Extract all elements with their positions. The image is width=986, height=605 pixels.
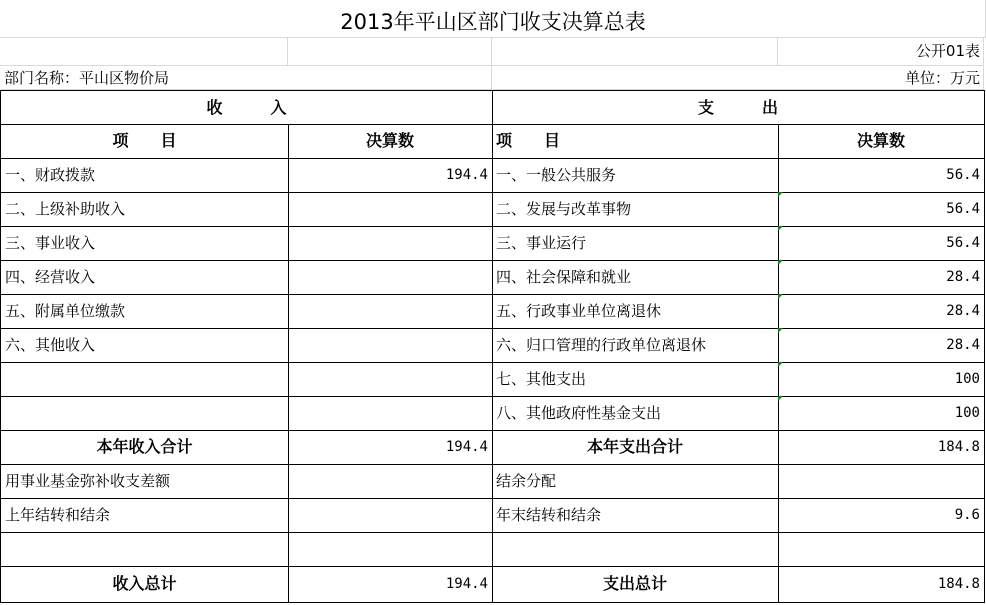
- expense-extra-label[interactable]: [492, 532, 779, 567]
- department-name: 部门名称：平山区物价局: [4, 69, 170, 87]
- expense-item-label[interactable]: 五、行政事业单位离退休: [492, 294, 779, 329]
- expense-grand-total-value[interactable]: 184.8: [778, 566, 985, 603]
- grid-row-blank: [288, 38, 492, 66]
- income-item-value[interactable]: [288, 192, 493, 227]
- income-extra-label[interactable]: [0, 532, 289, 567]
- income-item-value[interactable]: [288, 362, 493, 397]
- income-amount-header[interactable]: 决算数: [288, 124, 493, 159]
- income-header[interactable]: 收 入: [0, 90, 493, 125]
- expense-item-label[interactable]: 七、其他支出: [492, 362, 779, 397]
- grid-row-blank: [492, 38, 778, 66]
- expense-item-value[interactable]: 56.4: [778, 192, 985, 227]
- year-expense-total-value[interactable]: 184.8: [778, 430, 985, 465]
- expense-extra-value[interactable]: [778, 464, 985, 499]
- comment-marker: [778, 396, 783, 401]
- income-item-value[interactable]: [288, 396, 493, 431]
- comment-marker: [778, 226, 783, 231]
- table-title: 2013年平山区部门收支决算总表: [340, 10, 646, 34]
- form-number: 公开01表: [915, 42, 980, 60]
- expense-amount-header[interactable]: 决算数: [778, 124, 985, 159]
- income-extra-label[interactable]: 上年结转和结余: [0, 498, 289, 533]
- expense-item-value[interactable]: 28.4: [778, 328, 985, 363]
- comment-marker: [778, 192, 783, 197]
- year-income-total-label[interactable]: 本年收入合计: [0, 430, 289, 465]
- income-extra-label[interactable]: 用事业基金弥补收支差额: [0, 464, 289, 499]
- comment-marker: [778, 260, 783, 265]
- income-item-label[interactable]: [0, 396, 289, 431]
- income-item-value[interactable]: [288, 260, 493, 295]
- income-item-label[interactable]: 三、事业收入: [0, 226, 289, 261]
- year-expense-total-label[interactable]: 本年支出合计: [492, 430, 779, 465]
- comment-marker: [778, 328, 783, 333]
- income-grand-total-value[interactable]: 194.4: [288, 566, 493, 603]
- expense-item-value[interactable]: 100: [778, 362, 985, 397]
- income-extra-value[interactable]: [288, 498, 493, 533]
- expense-extra-label[interactable]: 结余分配: [492, 464, 779, 499]
- income-extra-value[interactable]: [288, 532, 493, 567]
- income-grand-total-label[interactable]: 收入总计: [0, 566, 289, 603]
- expense-item-value[interactable]: 56.4: [778, 226, 985, 261]
- expense-item-label[interactable]: 三、事业运行: [492, 226, 779, 261]
- expense-item-label[interactable]: 四、社会保障和就业: [492, 260, 779, 295]
- expense-extra-value[interactable]: [778, 532, 985, 567]
- expense-item-value[interactable]: 28.4: [778, 260, 985, 295]
- comment-marker: [778, 294, 783, 299]
- expense-item-label[interactable]: 八、其他政府性基金支出: [492, 396, 779, 431]
- income-item-label[interactable]: 六、其他收入: [0, 328, 289, 363]
- expense-grand-total-label[interactable]: 支出总计: [492, 566, 779, 603]
- expense-item-value[interactable]: 100: [778, 396, 985, 431]
- income-item-value[interactable]: [288, 294, 493, 329]
- income-item-value[interactable]: [288, 328, 493, 363]
- grid-row-blank: [0, 38, 288, 66]
- expense-item-value[interactable]: 56.4: [778, 158, 985, 193]
- income-item-label[interactable]: 一、财政拨款: [0, 158, 289, 193]
- income-item-header[interactable]: 项 目: [0, 124, 289, 159]
- income-item-value[interactable]: [288, 226, 493, 261]
- unit-label: 单位：万元: [904, 69, 980, 87]
- expense-item-label[interactable]: 二、发展与改革事物: [492, 192, 779, 227]
- expense-item-label[interactable]: 六、归口管理的行政单位离退休: [492, 328, 779, 363]
- expense-item-header[interactable]: 项 目: [492, 124, 779, 159]
- expense-header[interactable]: 支 出: [492, 90, 985, 125]
- income-item-label[interactable]: 五、附属单位缴款: [0, 294, 289, 329]
- income-item-label[interactable]: [0, 362, 289, 397]
- expense-extra-label[interactable]: 年末结转和结余: [492, 498, 779, 533]
- income-item-label[interactable]: 四、经营收入: [0, 260, 289, 295]
- expense-item-value[interactable]: 28.4: [778, 294, 985, 329]
- income-extra-value[interactable]: [288, 464, 493, 499]
- expense-item-label[interactable]: 一、一般公共服务: [492, 158, 779, 193]
- income-item-value[interactable]: 194.4: [288, 158, 493, 193]
- year-income-total-value[interactable]: 194.4: [288, 430, 493, 465]
- expense-extra-value[interactable]: 9.6: [778, 498, 985, 533]
- income-item-label[interactable]: 二、上级补助收入: [0, 192, 289, 227]
- comment-marker: [778, 362, 783, 367]
